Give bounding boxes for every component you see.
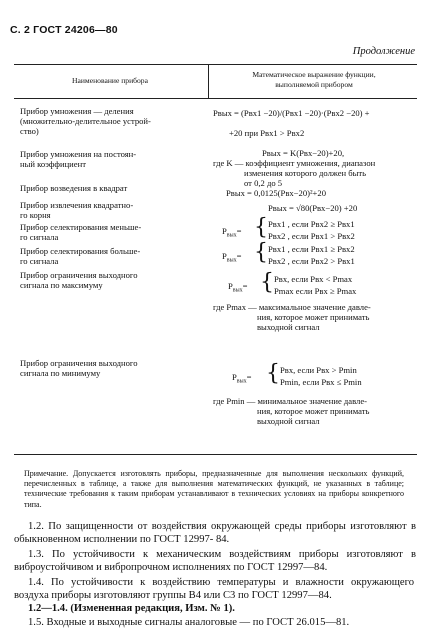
table-row-6-case-2: Pвх2 , если Pвх2 > Pвх1 xyxy=(268,256,355,266)
continuation-label: Продолжение xyxy=(352,46,415,57)
table-row-4-name: Прибор извлечения квадратно- го корня xyxy=(20,200,134,220)
table-row-6-brace: { xyxy=(254,240,268,265)
paragraph-amendment: 1.2—1.4. (Измененная редакция, Изм. № 1). xyxy=(28,603,235,614)
table-row-3-name: Прибор возведения в квадрат xyxy=(20,183,128,193)
table-row-7-where: где Pmax — максимальное значение давле- xyxy=(213,302,371,312)
table-row-7-case-2: Pmax если Pвх ≥ Pmax xyxy=(274,286,357,296)
table-row-2-name: Прибор умножения на постоян- ный коэффициент xyxy=(20,149,137,169)
table-row-7-case-1: Pвх, если Pвх < Pmax xyxy=(274,274,353,284)
col2-header-line2: выполняемой прибором xyxy=(275,80,353,89)
table-row-8-where-2: ния, которое может принимать xyxy=(257,406,370,416)
table-row-2-formula: Pвых = K(Pвх−20)+20, xyxy=(262,148,345,158)
table-row-5-pvyx: $P_{вых}=$ xyxy=(222,226,242,239)
table-row-3-formula: Pвых = 0,0125(Pвх−20)²+20 xyxy=(226,188,326,198)
table-row-5-brace: { xyxy=(254,215,268,240)
table-row-7-where-3: выходной сигнал xyxy=(257,322,320,332)
table-bottom-rule xyxy=(14,454,417,455)
table-row-7-pvyx: $P_{вых}=$ xyxy=(228,281,248,294)
paragraph-1-5: 1.5. Входные и выходные сигналы аналоговые — по ГОСТ 26.015—81. xyxy=(28,617,350,628)
table-row-8-brace: { xyxy=(266,361,280,386)
table-note: Примечание. Допускается изготовлять приборы, предназначенные для выполнения нескольких функций, перечисленных в таблице, а также для выполнения математических функций, не указанных в таблице; технические требования к таким приборам устанавливают в технических условиях на приборы конкретного типа. xyxy=(24,469,404,509)
table-row-8-pvyx: $P_{вых}=$ xyxy=(232,372,252,385)
col1-header: Наименование прибора xyxy=(72,76,148,85)
table-row-5-name: Прибор селектирования меньше- го сигнала xyxy=(20,222,142,242)
table-row-5-case-2: Pвх2 , если Pвх1 > Pвх2 xyxy=(268,231,355,241)
table-row-2-where: где K — коэффициент умножения, диапазон xyxy=(213,158,376,168)
table-header-rule xyxy=(14,98,417,99)
table-row-7-brace: { xyxy=(260,270,274,295)
table-row-1-formula: Pвых = (Pвх1 −20)/(Pвх1 −20)·(Pвх2 −20) + xyxy=(213,108,370,118)
table-row-8-case-2: Pmin, если Pвх ≤ Pmin xyxy=(280,377,362,387)
table-row-2-where-3: от 0,2 до 5 xyxy=(244,178,283,188)
table-row-6-pvyx: $P_{вых}=$ xyxy=(222,251,242,264)
table-row-7-name: Прибор ограничения выходного сигнала по максимуму xyxy=(20,270,138,290)
paragraph-1-4: 1.4. По устойчивости к воздействию температуры и влажности окружающего воздуха приборы изготовляют группы В4 или С3 по ГОСТ 12997—84. xyxy=(14,577,414,602)
table-row-8-name: Прибор ограничения выходного сигнала по минимуму xyxy=(20,358,138,378)
table-row-6-case-1: Pвх1 , если Pвх1 ≥ Pвх2 xyxy=(268,244,355,254)
page-header: С. 2 ГОСТ 24206—80 xyxy=(10,24,118,36)
table-top-rule xyxy=(14,64,417,65)
table-row-8-where: где Pmin — минимальное значение давле- xyxy=(213,396,368,406)
table-row-4-formula: Pвых = √80(Pвх−20) +20 xyxy=(268,203,358,213)
table-row-6-name: Прибор селектирования больше- го сигнала xyxy=(20,246,141,266)
table-row-7-where-2: ния, которое может принимать xyxy=(257,312,370,322)
table-row-8-where-3: выходной сигнал xyxy=(257,416,320,426)
paragraph-1-3: 1.3. По устойчивости к механическим воздействиям приборы изготовляют в виброустойчивом и вибропрочном исполнениях по ГОСТ 12997—84. xyxy=(14,549,416,574)
table-row-1-formula-cond: +20 при Pвх1 > Pвх2 xyxy=(229,128,305,138)
table-row-2-where-2: изменения которого должен быть xyxy=(244,168,367,178)
paragraph-1-2: 1.2. По защищенности от воздействия окружающей среды приборы изготовляют в обыкновенном исполнении по ГОСТ 12997- 84. xyxy=(14,521,416,546)
table-row-1-name: Прибор умножения — деления (множительно-делительное устрой- ство) xyxy=(20,106,151,136)
table-row-5-case-1: Pвх1 , если Pвх2 ≥ Pвх1 xyxy=(268,219,355,229)
table-row-8-case-1: Pвх, если Pвх > Pmin xyxy=(280,365,357,375)
col2-header-line1: Математическое выражение функции, xyxy=(252,70,376,79)
table-column-divider xyxy=(208,64,209,98)
